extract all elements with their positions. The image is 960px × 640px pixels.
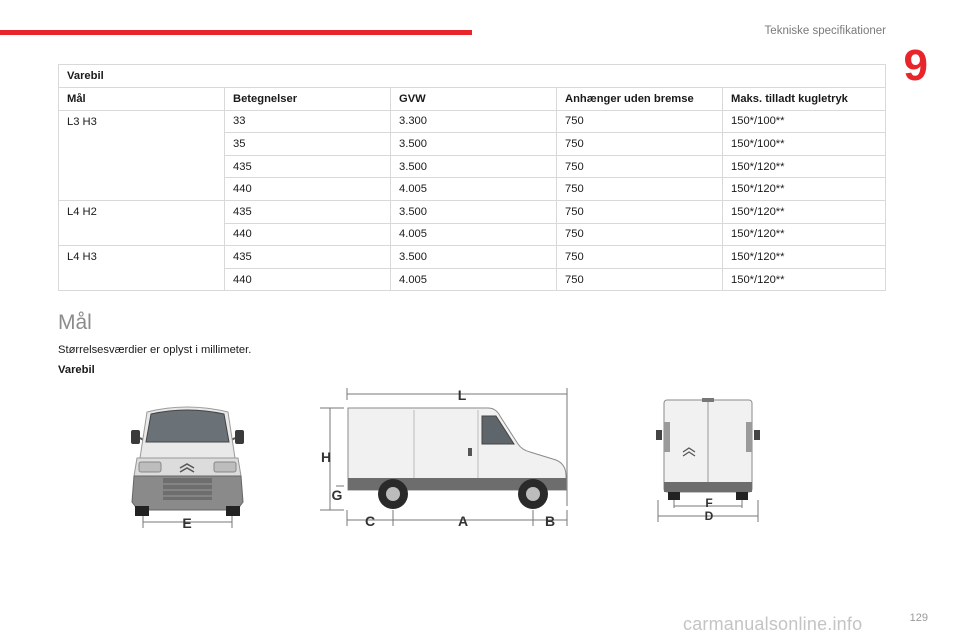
header-accent-bar [0,30,472,35]
page-number: 129 [909,612,928,624]
dim-label-e: E [182,515,192,530]
table-cell: 750 [557,246,723,269]
table-cell: 150*/120** [723,200,886,223]
table-cell: 150*/120** [723,178,886,201]
table-row [59,246,886,269]
table-cell: 150*/100** [723,133,886,156]
table-cell: 33 [225,110,391,133]
dim-label-a: A [457,513,469,529]
table-row [59,200,886,223]
table-cell: 750 [557,268,723,291]
dim-label-c: C [364,513,376,529]
col-header: Betegnelser [225,88,391,111]
table-cell: 3.500 [391,200,557,223]
table-cell: 4.005 [391,268,557,291]
table-cell: 435 [225,200,391,223]
table-cell: 750 [557,110,723,133]
table-cell: 750 [557,155,723,178]
table-cell: 435 [225,155,391,178]
table-cell: 3.500 [391,155,557,178]
van-side-view [318,386,578,532]
table-caption: Varebil [59,65,886,88]
chapter-number: 9 [903,41,928,90]
col-header: Mål [59,88,225,111]
dim-label-b: B [544,513,556,529]
table-header-row [59,88,886,111]
table-row [59,110,886,133]
table-cell: 440 [225,268,391,291]
table-cell: 3.500 [391,133,557,156]
size-cell: L3 H3 [59,110,225,200]
table-cell: 750 [557,178,723,201]
dim-label-l: L [457,387,467,403]
table-cell: 4.005 [391,223,557,246]
van-front-view [125,398,250,530]
section-title: Mål [58,311,92,334]
header-title: Tekniske specifikationer [764,25,886,37]
table-cell: 150*/120** [723,268,886,291]
spec-table [58,64,886,291]
table-cell: 750 [557,200,723,223]
size-cell: L4 H2 [59,200,225,245]
dim-label-g: G [331,487,343,503]
col-header: Anhænger uden bremse [557,88,723,111]
table-cell: 4.005 [391,178,557,201]
dim-label-f: F [705,496,713,510]
van-rear-view [652,396,764,524]
intro-text: Størrelsesværdier er oplyst i millimeter. [58,344,252,356]
col-header: GVW [391,88,557,111]
table-caption-row [59,65,886,88]
table-cell: 150*/120** [723,155,886,178]
table-cell: 35 [225,133,391,156]
table-cell: 3.500 [391,246,557,269]
watermark-text: carmanualsonline.info [683,614,863,634]
table-cell: 3.300 [391,110,557,133]
table-cell: 440 [225,223,391,246]
table-cell: 150*/100** [723,110,886,133]
sub-title: Varebil [58,364,95,376]
size-cell: L4 H3 [59,246,225,291]
table-cell: 150*/120** [723,246,886,269]
col-header: Maks. tilladt kugletryk [723,88,886,111]
dim-label-h: H [320,449,332,465]
table-cell: 750 [557,133,723,156]
table-cell: 150*/120** [723,223,886,246]
table-cell: 750 [557,223,723,246]
table-cell: 440 [225,178,391,201]
table-cell: 435 [225,246,391,269]
dim-label-d: D [704,509,714,523]
